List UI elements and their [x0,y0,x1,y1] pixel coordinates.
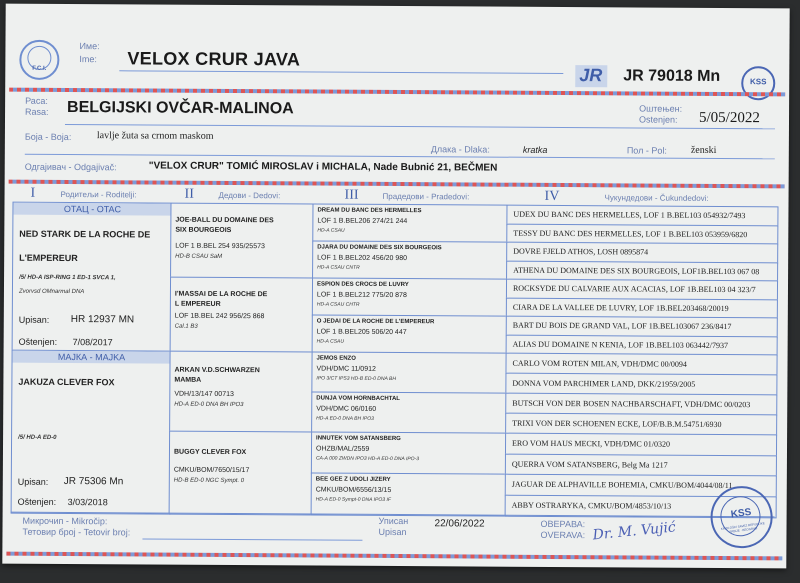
color-value: lavlje žuta sa crnom maskom [96,130,214,142]
col-label-1: Родитељи - Roditelji: [60,189,137,200]
grandparent-name-3a: ARKAN V.D.SCHWARZEN [174,366,260,375]
great-grandparent-reg: LOF 1 B.BEL206 274/21 244 [317,217,408,226]
ancestor-name: CARLO VOM ROTEN MILAN, VDH/DMC 00/0094 [512,358,687,369]
great-grandparent-reg: LOF 1 B.BEL212 775/20 878 [316,291,407,300]
ancestor-name: BUTSCH VON DER BOSEN NACHBARSCHAFT, VDH/DMC 00/0203 [512,398,751,410]
chip-label-lat: Тетовир број - Tetovir broj: [22,526,131,538]
born-label-lat: Ostenjen: [638,114,678,125]
overava-label-lat: OVERAVA: [540,529,586,541]
col-roman-4: IV [544,188,560,204]
dam-ostenjen-label: Oštenjen: [17,496,57,507]
great-grandparent-cell [312,277,508,317]
stamp-text: KSS [730,506,753,521]
great-grandparent-name: JEMOS ENZO [316,355,356,362]
ancestor-name: ATHENA DU DOMAINE DES SIX BOURGEOIS, LOF1B.BEL103 067 08 [513,265,760,276]
stripe-top [9,88,785,97]
great-grandparent-titles: CA-A 000 ZWDN IPO3 HD-A ED-0 DNA IPO-3 [315,455,420,463]
col-roman-1: I [30,185,36,201]
breed-label-cyr: Раса: [25,95,48,106]
great-grandparent-titles: HD-A CSAU CNTR [317,264,360,271]
color-label: Боја - Boja: [24,131,72,143]
name-label-lat: Ime: [79,54,97,65]
great-grandparent-cell [312,203,508,243]
grandparent-cell-4 [169,431,314,516]
ancestor-name: UDEX DU BANC DES HERMELLES, LOF 1 B.BEL103 054932/7493 [513,209,746,221]
great-grandparent-reg: VDH/DMC 06/0160 [316,405,377,413]
overava-label-cyr: ОВЕРАВА: [540,518,586,530]
great-grandparent-name: ESPION DES CROCS DE LUVRY [316,281,409,289]
sire-titles-2: Zvorvsd OMnarmal DNA [18,288,85,296]
great-grandparent-name: INNUTEK VOM SATANSBERG [316,435,401,443]
great-grandparent-cell [311,351,507,394]
grandparent-name-1a: JOE-BALL DU DOMAINE DES [175,216,274,225]
ancestor-name: ABBY OSTRARYKA, CMKU/BOM/4853/10/13 [511,500,672,511]
great-grandparent-titles: HD-A CSAU CHTR [316,301,360,308]
stripe-bottom [6,552,782,561]
grandparent-reg-1: LOF 1 B.BEL 254 935/25573 [175,242,265,251]
great-grandparent-name: BEE GEE Z UDOLI JIZERY [315,476,391,483]
coat-value: kratka [522,144,548,155]
sire-name-2: L'EMPEREUR [19,252,78,264]
sire-upisan-value: HR 12937 MN [70,314,135,326]
great-grandparent-reg: CMKU/BOM/6556/13/15 [315,486,392,494]
grandparent-cell-2 [170,277,314,354]
reg-prefix: JR [579,65,603,86]
ancestor-name: QUERRA VOM SATANSBERG, Belg Ma 1217 [511,459,668,470]
great-grandparent-cell [312,240,508,280]
ancestor-name: TESSY DU BANC DES HERMELLES, LOF 1 B.BEL103 053959/6820 [513,228,748,239]
great-grandparent-name: DJARA DU DOMAINE DES SIX BOURGEOIS [317,244,442,252]
great-grandparent-cell [311,391,507,434]
grandparent-reg-2: LOF 1B.BEL 242 956/25 868 [174,312,265,321]
col-roman-3: III [344,187,359,203]
sire-label: ОТАЦ - OTAC [63,203,122,215]
name-underline [119,70,563,74]
dam-label: МАЈКА - MAJKA [57,351,126,363]
grandparent-cell-1 [170,203,314,280]
footer-upisan-lat: Upisan [378,526,407,538]
col-roman-2: II [184,186,194,202]
grandparent-titles-3: HD-A ED-0 DNA BH IPO3 [174,401,244,409]
breed-underline [65,124,775,129]
sex-value: ženski [690,144,717,156]
footer-upisan-value: 22/06/2022 [434,518,485,530]
kss-logo-text: KSS [749,77,767,87]
sire-ostenjen-value: 7/08/2017 [72,337,113,348]
dam-upisan-value: JR 75306 Mn [63,475,124,488]
coat-label: Длака - Dlaka: [430,144,490,155]
name-label-cyr: Име: [79,41,100,52]
reg-number: JR 79018 Mn [623,67,721,85]
col-label-4: Чукундедови - Čukundedovi: [604,193,709,203]
great-grandparent-reg: LOF 1 B.BEL205 506/20 447 [316,328,407,337]
great-grandparent-name: O JEDAI DE LA ROCHE DE L'EMPEREUR [316,318,435,326]
grandparent-titles-1: HD-B CSAU SaM [175,253,223,260]
great-grandparent-name: DREAM DU BANC DES HERMELLES [317,207,422,215]
ancestor-name: DONNA VOM PARCHIMER LAND, DKK/21959/2005 [512,378,696,389]
col-label-3: Прадедови - Pradedovi: [382,191,470,202]
grandparent-name-2a: I'MASSAI DE LA ROCHE DE [174,290,268,299]
sire-titles-1: /5/ HD-A ISP-RING 1 ED-1 SVCA 1, [19,274,116,282]
great-grandparent-name: DUNJA VOM HORNBACHTAL [316,395,400,403]
great-grandparent-cell [311,431,507,475]
chip-label-cyr: Микрочип - Mikročip: [22,515,108,527]
dam-name: JAKUZA CLEVER FOX [18,376,115,388]
born-label-cyr: Оштењен: [639,103,683,114]
ancestor-name: ALIAS DU DOMAINE N KENIA, LOF 1B.BEL103 063442/7937 [512,339,728,350]
great-grandparent-titles: HD-A CSAU [316,338,345,345]
col-label-2: Дедови - Dedovi: [218,190,281,201]
grandparent-name-3b: MAMBA [174,376,202,384]
great-grandparent-cell [312,314,508,354]
grandparent-reg-3: VDH/13/147 00713 [174,390,234,399]
great-grandparent-titles: IPO 3/CT IPS3 HD-B ED-0 DNA BH [316,375,397,383]
breeder-value: "VELOX CRUR" TOMIĆ MIROSLAV i MICHALA, Nade Bubnić 21, BEČMEN [148,160,498,174]
sire-upisan-label: Upisan: [18,314,50,325]
dam-cell [11,350,172,515]
ancestor-name: JAGUAR DE ALPHAVILLE BOHEMIA, CMKU/BOM/4044/08/11 [511,479,733,491]
breed-value: BELGIJSKI OVČAR-MALINOA [67,98,294,118]
dam-titles: /5/ HD-A ED-0 [18,434,57,441]
ancestor-name: BART DU BOIS DE GRAND VAL, LOF 1B.BEL103067 236/8417 [512,320,732,332]
ancestor-name: DOVRE FJELD ATHOS, LOSH 0895874 [513,246,649,257]
breed-label-lat: Rasa: [25,106,49,117]
grandparent-reg-4: CMKU/BOM/7650/15/17 [173,466,250,475]
signature: Dr. M. Vujić [591,519,677,544]
great-grandparent-reg: OHZB/MAL/2559 [315,445,370,453]
grandparent-name-4a: BUGGY CLEVER FOX [173,448,247,457]
grandparent-name-2b: L EMPEREUR [174,300,221,308]
great-grandparent-titles: HD-A CSAU [317,227,345,234]
breeder-label: Одгајивач - Odgajivač: [24,161,117,173]
stripe-middle [9,180,785,189]
sire-name-1: NED STARK DE LA ROCHE DE [19,228,151,240]
sire-ostenjen-label: Oštenjen: [18,336,58,347]
dog-name: VELOX CRUR JAVA [127,48,301,70]
ancestor-name: ROCKSYDE DU CALVARIE AUX ACACIAS, LOF 1B.BEL103 04 323/7 [512,283,756,295]
grandparent-name-1b: SIX BOURGEOIS [175,226,232,234]
stamp-ring-text: KINOLOŠKI SAVEZ REPUBLIKE SRBIJE · BEOGRAD [720,521,766,534]
footer-upisan-cyr: Уписан [378,515,409,527]
fci-logo [19,40,59,80]
pedigree-document [2,4,789,569]
sire-cell [12,202,173,353]
dam-upisan-label: Upisan: [17,476,49,487]
born-value: 5/05/2022 [698,109,760,127]
chip-underline [142,538,362,540]
grandparent-titles-4: HD-B ED-0 NGC Sympt. 0 [173,477,245,485]
ancestor-name: ERO VOM HAUS MECKI, VDH/DMC 01/0320 [512,438,671,449]
ancestor-name: CIARA DE LA VALLEE DE LUVRY, LOF 1B.BEL203468/20019 [512,302,729,313]
sex-label: Пол - Pol: [626,145,667,156]
great-grandparent-reg: LOF 1 B.BEL202 456/20 980 [317,254,408,263]
great-grandparent-titles: HD-A ED-0 Sympt-0 DNA IPO3 IF [315,496,391,503]
ancestor-name: TRIXI VON DER SCHOENEN ECKE, LOF/B.B.M.54751/6930 [512,418,722,429]
great-grandparent-titles: HD-A ED-0 DNA BH IPO3 [316,415,374,422]
grandparent-titles-2: Cal.1 B3 [174,323,198,330]
dam-ostenjen-value: 3/03/2018 [67,496,108,508]
great-grandparent-reg: VDH/DMC 11/0912 [316,365,376,373]
great-grandparent-cell [311,472,507,516]
grandparent-cell-3 [169,351,313,434]
fci-text: F.C.I. [32,65,47,72]
